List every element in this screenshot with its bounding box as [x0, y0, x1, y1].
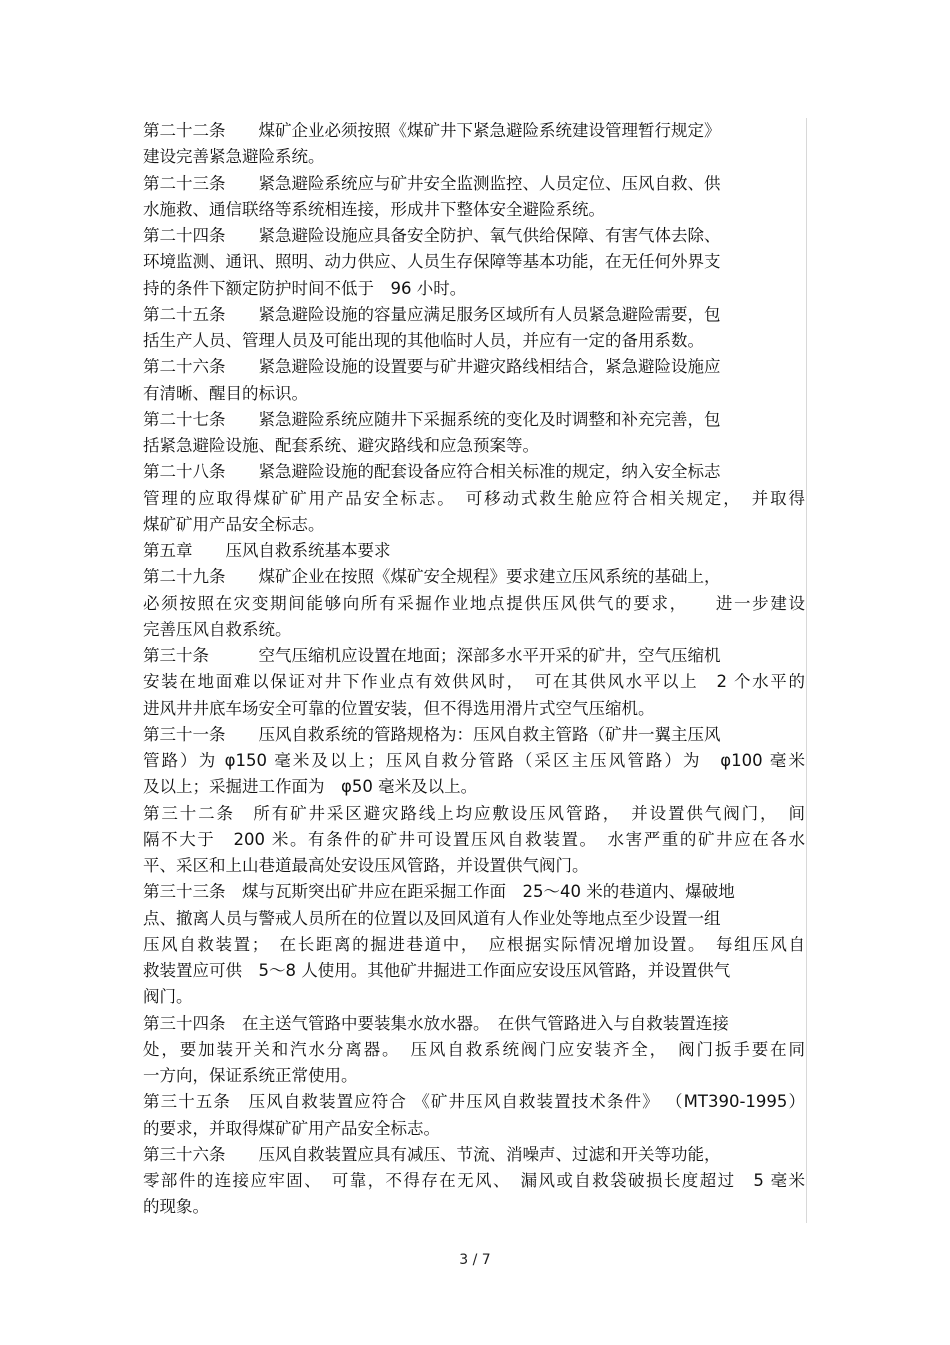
text-line: 零部件的连接应牢固、 可靠，不得存在无风、 漏风或自救袋破损长度超过 5 毫米 — [143, 1171, 805, 1190]
text-line: 压风自救装置； 在长距离的掘进巷道中， 应根据实际情况增加设置。 每组压风自 — [143, 934, 805, 954]
text-line: 水施救、通信联络等系统相连接，形成井下整体安全避险系统。 — [143, 199, 605, 219]
text-line: 完善压风自救系统。 — [143, 619, 292, 639]
text-line: 第二十七条 紧急避险系统应随井下采掘系统的变化及时调整和补充完善，包 — [143, 409, 721, 429]
page-number: 3 / 7 — [459, 1252, 491, 1268]
text-line: 第二十四条 紧急避险设施应具备安全防护、氧气供给保障、有害气体去除、 — [143, 226, 721, 245]
text-line: 建设完善紧急避险系统。 — [143, 147, 325, 167]
text-line: 环境监测、通讯、照明、动力供应、人员生存保障等基本功能，在无任何外界支 — [143, 252, 721, 272]
text-line: 第三十二条 所有矿井采区避灾路线上均应敷设压风管路， 并设置供气阀门， 间 — [143, 803, 805, 823]
text-line: 必须按照在灾变期间能够向所有采掘作业地点提供压风供气的要求， 进一步建设 — [143, 593, 805, 613]
text-line: 第三十一条 压风自救系统的管路规格为：压风自救主管路（矿井一翼主压风 — [143, 724, 721, 744]
text-line: 救装置应可供 5～8 人使用。其他矿井掘进工作面应安设压风管路，并设置供气 — [143, 961, 731, 980]
text-line: 持的条件下额定防护时间不低于 96 小时。 — [143, 278, 467, 298]
text-line: 第三十三条 煤与瓦斯突出矿井应在距采掘工作面 25～40 米的巷道内、爆破地 — [143, 882, 735, 902]
text-line: 的要求，并取得煤矿矿用产品安全标志。 — [143, 1118, 440, 1138]
text-line: 处，要加装开关和汽水分离器。 压风自救系统阀门应安装齐全， 阀门扳手要在同 — [143, 1039, 805, 1059]
text-line: 的现象。 — [143, 1197, 209, 1217]
text-line: 括紧急避险设施、配套系统、避灾路线和应急预案等。 — [143, 436, 539, 455]
text-line: 点、撤离人员与警戒人员所在的位置以及回风道有人作业处等地点至少设置一组 — [143, 908, 721, 928]
text-line: 第三十五条 压风自救装置应符合 《矿井压风自救装置技术条件》 （MT390-1995） — [143, 1092, 805, 1112]
text-line: 及以上；采掘进工作面为 φ50 毫米及以上。 — [143, 777, 478, 797]
text-line: 管理的应取得煤矿矿用产品安全标志。 可移动式救生舱应符合相关规定， 并取得 — [143, 488, 805, 508]
text-line: 一方向，保证系统正常使用。 — [143, 1066, 358, 1085]
text-line: 第三十四条 在主送气管路中要装集水放水器。 在供气管路进入与自救装置连接 — [143, 1013, 729, 1033]
text-line: 括生产人员、管理人员及可能出现的其他临时人员，并应有一定的备用系数。 — [143, 331, 704, 350]
text-line: 阀门。 — [143, 987, 193, 1007]
text-line: 第二十八条 紧急避险设施的配套设备应符合相关标准的规定，纳入安全标志 — [143, 462, 721, 482]
text-line: 安装在地面难以保证对井下作业点有效供风时， 可在其供风水平以上 2 个水平的 — [143, 672, 805, 692]
text-line: 隔不大于 200 米。有条件的矿井可设置压风自救装置。 水害严重的矿井应在各水 — [143, 829, 805, 849]
text-line: 第二十二条 煤矿企业必须按照《煤矿井下紧急避险系统建设管理暂行规定》 — [143, 121, 721, 140]
text-line: 第二十九条 煤矿企业在按照《煤矿安全规程》要求建立压风系统的基础上， — [143, 567, 721, 587]
text-line: 第五章 压风自救系统基本要求 — [143, 541, 391, 560]
text-line: 煤矿矿用产品安全标志。 — [143, 514, 325, 534]
text-line: 第二十五条 紧急避险设施的容量应满足服务区域所有人员紧急避险需要，包 — [143, 304, 721, 324]
text-line: 有清晰、醒目的标识。 — [143, 383, 308, 403]
text-line: 第三十六条 压风自救装置应具有减压、节流、消噪声、过滤和开关等功能， — [143, 1144, 721, 1164]
text-line: 管路）为 φ150 毫米及以上；压风自救分管路（采区主压风管路）为 φ100 毫米 — [143, 751, 805, 770]
text-line: 第二十三条 紧急避险系统应与矿井安全监测监控、人员定位、压风自救、供 — [143, 173, 721, 193]
article-text — [143, 118, 807, 1223]
text-line: 第二十六条 紧急避险设施的设置要与矿井避灾路线相结合，紧急避险设施应 — [143, 357, 721, 377]
text-line: 进风井井底车场安全可靠的位置安装，但不得选用滑片式空气压缩机。 — [143, 698, 655, 718]
text-line: 第三十条 空气压缩机应设置在地面；深部多水平开采的矿井，空气压缩机 — [143, 646, 721, 665]
text-line: 平、采区和上山巷道最高处安设压风管路，并设置供气阀门。 — [143, 856, 589, 875]
